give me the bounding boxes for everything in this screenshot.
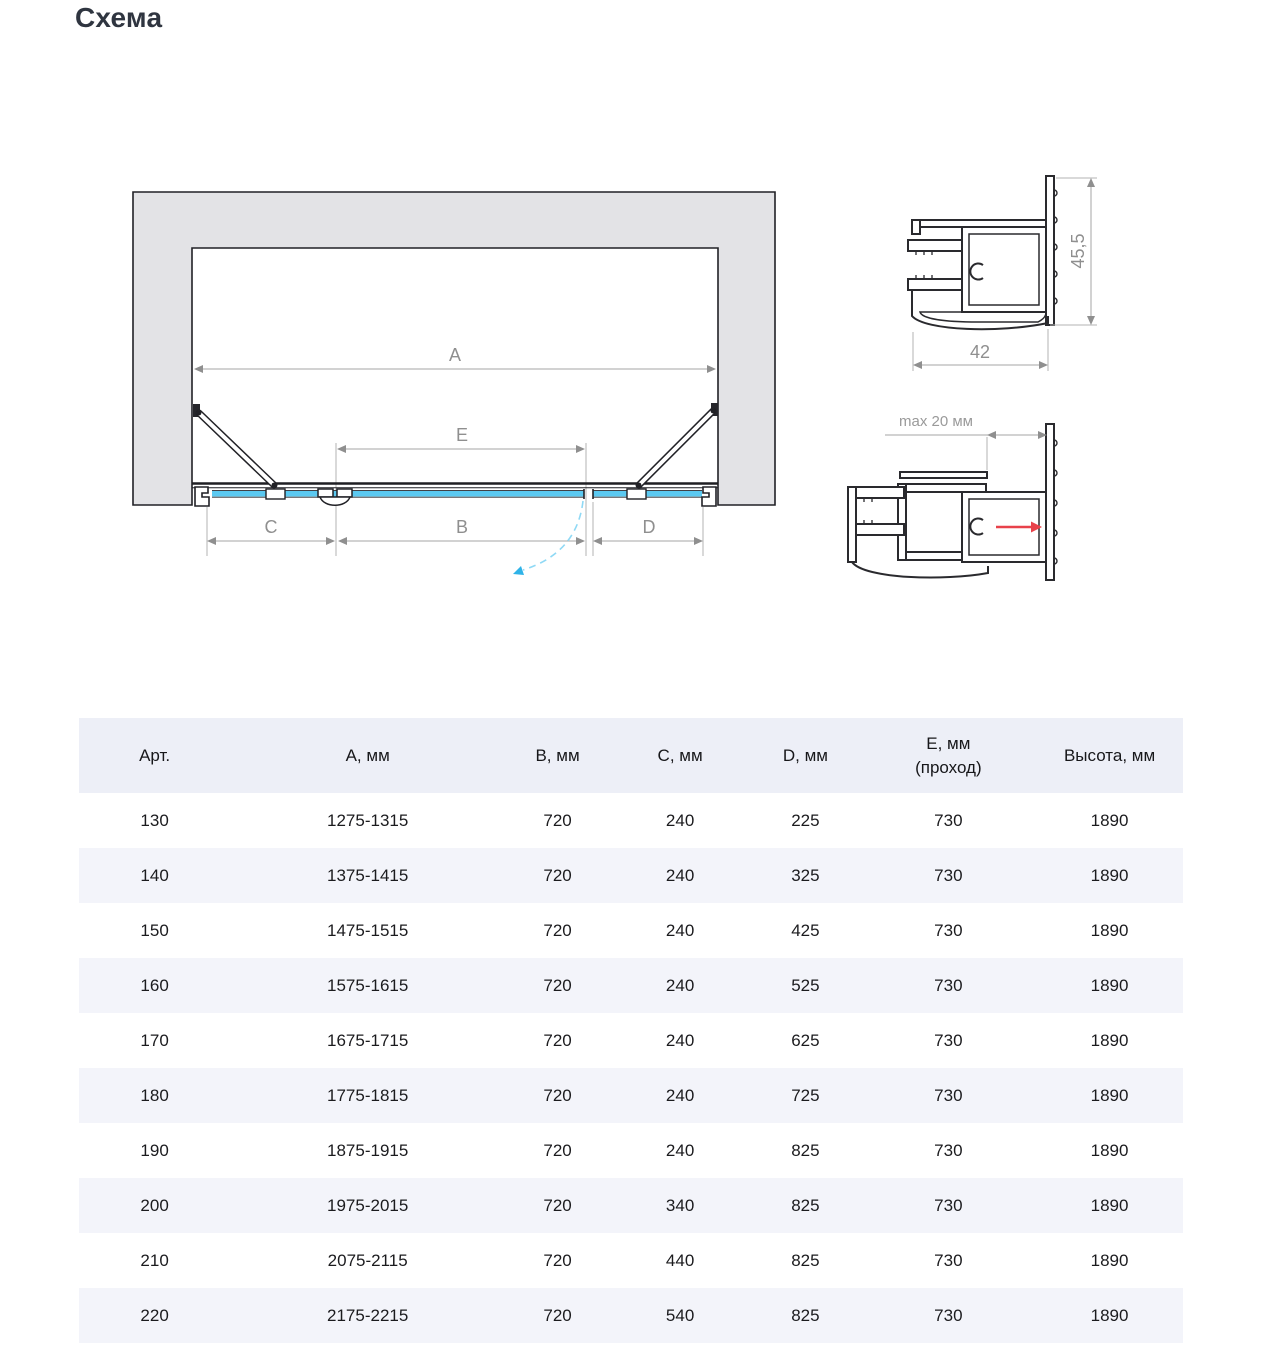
table-row [79, 1068, 1183, 1123]
table-cell: 440 [665, 1250, 695, 1270]
column-header: С, мм [610, 718, 750, 793]
profile-section-bottom [848, 424, 1057, 580]
table-cell: 720 [543, 1250, 572, 1270]
wall-flange [1046, 176, 1054, 325]
niche-top-view [133, 192, 775, 575]
table-cell: 1890 [1090, 810, 1129, 830]
table-row [79, 958, 1183, 1013]
table-cell: 240 [665, 1085, 695, 1105]
table-cell: 425 [791, 920, 820, 940]
table-cell: 825 [791, 1250, 820, 1270]
table-cell: 730 [934, 1030, 963, 1050]
table-row [79, 1178, 1183, 1233]
table-cell: 180 [140, 1085, 169, 1105]
table-cell: 1275-1315 [327, 810, 409, 830]
table-cell: 220 [140, 1305, 169, 1325]
table-row [79, 1288, 1183, 1343]
table-cell: 130 [140, 810, 169, 830]
table-cell: 720 [543, 1305, 572, 1325]
table-cell: 1890 [1090, 1030, 1129, 1050]
column-header: Арт. [79, 718, 230, 793]
table-cell: 730 [934, 1140, 963, 1160]
table-cell: 160 [140, 975, 169, 995]
table-row [79, 1013, 1183, 1068]
table-row [79, 1123, 1183, 1178]
table-row [79, 848, 1183, 903]
table-body [79, 793, 1183, 1343]
label-B: B [455, 517, 469, 537]
label-C: C [264, 517, 278, 537]
table-row [79, 903, 1183, 958]
table-cell: 240 [665, 1030, 695, 1050]
table-cell: 1875-1915 [327, 1140, 409, 1160]
table-cell: 730 [934, 1195, 963, 1215]
table-cell: 1775-1815 [327, 1085, 409, 1105]
table-cell: 325 [791, 865, 820, 885]
table-cell: 240 [665, 810, 695, 830]
table-cell: 825 [791, 1305, 820, 1325]
profile-section-top [908, 176, 1057, 329]
label-A: A [448, 345, 462, 365]
glass-clamp-finger [908, 279, 962, 290]
table-row [79, 1233, 1183, 1288]
label-D: D [642, 517, 656, 537]
table-cell: 1890 [1090, 1305, 1129, 1325]
table-cell: 525 [791, 975, 820, 995]
table-cell: 340 [665, 1195, 695, 1215]
table-cell: 225 [791, 810, 820, 830]
table-cell: 720 [543, 920, 572, 940]
column-header: А, мм [230, 718, 505, 793]
label-profile-width: 42 [969, 342, 991, 362]
table-cell: 720 [543, 975, 572, 995]
column-header: D, мм [750, 718, 860, 793]
support-brace-left [193, 404, 285, 499]
table-cell: 190 [140, 1140, 169, 1160]
table-cell: 240 [665, 920, 695, 940]
table-cell: 1890 [1090, 1195, 1129, 1215]
table-cell: 1890 [1090, 975, 1129, 995]
table-cell: 825 [791, 1140, 820, 1160]
table-cell: 240 [665, 1140, 695, 1160]
glass-clamp-finger [908, 240, 962, 251]
table-cell: 540 [665, 1305, 695, 1325]
label-max-offset: max 20 мм [899, 413, 973, 430]
dimension-A [194, 365, 716, 373]
table-cell: 730 [934, 865, 963, 885]
table-cell: 1375-1415 [327, 865, 409, 885]
wall-flange [1046, 424, 1054, 580]
table-cell: 1975-2015 [327, 1195, 409, 1215]
page-title: Схема [75, 2, 163, 33]
table-cell: 150 [140, 920, 169, 940]
table-cell: 1890 [1090, 920, 1129, 940]
table-cell: 730 [934, 810, 963, 830]
dimension-C [207, 537, 335, 545]
table-cell: 730 [934, 920, 963, 940]
table-cell: 825 [791, 1195, 820, 1215]
label-E: E [455, 425, 469, 445]
table-cell: 720 [543, 1195, 572, 1215]
table-cell: 1575-1615 [327, 975, 409, 995]
table-cell: 170 [140, 1030, 169, 1050]
table-cell: 1890 [1090, 865, 1129, 885]
table-cell: 1475-1515 [327, 920, 409, 940]
table-cell: 240 [665, 865, 695, 885]
size-table [79, 718, 1183, 1343]
table-cell: 720 [543, 1140, 572, 1160]
dimension-B [338, 537, 585, 545]
column-header: В, мм [505, 718, 610, 793]
dimension-E [337, 445, 585, 453]
wall-profile-right [702, 487, 716, 506]
table-cell: 625 [791, 1030, 820, 1050]
label-profile-height: 45,5 [1068, 233, 1088, 269]
table-cell: 140 [140, 865, 169, 885]
door-swing-arc [513, 501, 583, 575]
table-cell: 200 [140, 1195, 169, 1215]
table-cell: 730 [934, 1085, 963, 1105]
column-header: Высота, мм [1036, 718, 1183, 793]
column-header: Е, мм (проход) [861, 718, 1037, 793]
table-cell: 1890 [1090, 1250, 1129, 1270]
table-cell: 720 [543, 810, 572, 830]
table-cell: 2175-2215 [327, 1305, 409, 1325]
table-cell: 1675-1715 [327, 1030, 409, 1050]
table-row [79, 793, 1183, 848]
dimension-max-20 [885, 431, 1047, 470]
dimension-D [593, 537, 703, 545]
wall-profile-left [195, 487, 209, 506]
table-cell: 2075-2115 [327, 1250, 408, 1270]
table-cell: 720 [543, 865, 572, 885]
table-cell: 730 [934, 1250, 963, 1270]
table-cell: 1890 [1090, 1085, 1129, 1105]
table-cell: 1890 [1090, 1140, 1129, 1160]
table-cell: 720 [543, 1030, 572, 1050]
table-header-row [79, 718, 1183, 793]
table-cell: 725 [791, 1085, 820, 1105]
table-cell: 720 [543, 1085, 572, 1105]
table-cell: 210 [140, 1250, 169, 1270]
table-cell: 240 [665, 975, 695, 995]
table-cell: 730 [934, 1305, 963, 1325]
table-cell: 730 [934, 975, 963, 995]
